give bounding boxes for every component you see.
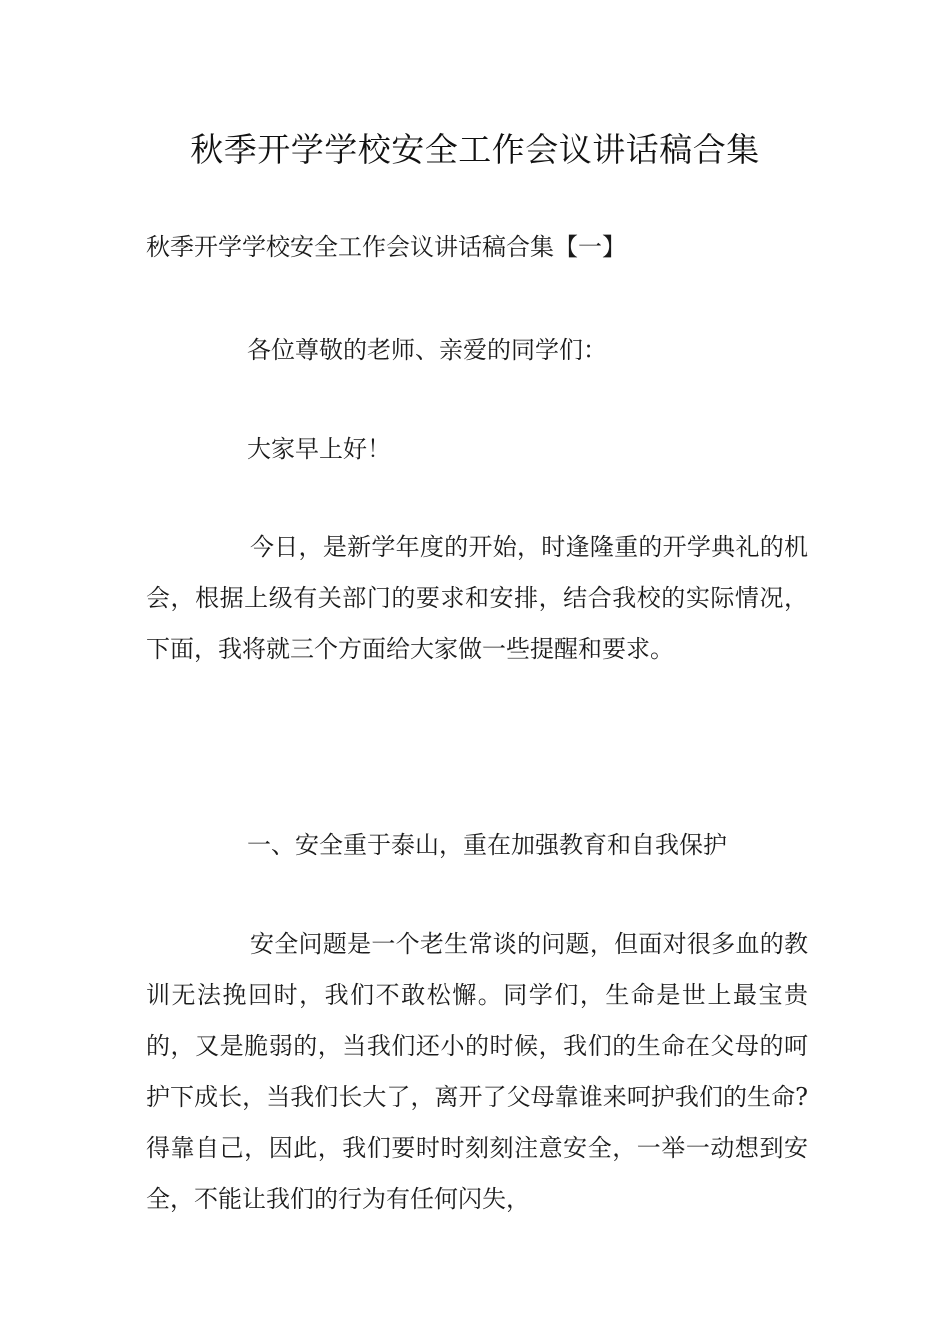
paragraph-safety: 安全问题是一个老生常谈的问题，但面对很多血的教训无法挽回时，我们不敢松懈。同学们，生命是世上最宝贵的，又是脆弱的，当我们还小的时候，我们的生命在父母的呵护下成长，当我们长大了，离开了父母靠谁来呵护我们的生命?得靠自己，因此，我们要时时刻刻注意安全，一举一动想到安全，不能让我们的行为有任何闪失， — [146, 930, 808, 1213]
section-heading: 秋季开学学校安全工作会议讲话稿合集【一】 — [146, 233, 626, 261]
document-title: 秋季开学学校安全工作会议讲话稿合集 — [190, 130, 760, 169]
salutation: 各位尊敬的老师、亲爱的同学们： — [247, 336, 607, 364]
paragraph-opening: 今日，是新学年度的开始，时逢隆重的开学典礼的机会，根据上级有关部门的要求和安排，结合我校的实际情况，下面，我将就三个方面给大家做一些提醒和要求。 — [146, 533, 808, 663]
point-1-heading: 一、安全重于泰山，重在加强教育和自我保护 — [247, 831, 727, 859]
greeting: 大家早上好！ — [247, 435, 391, 463]
